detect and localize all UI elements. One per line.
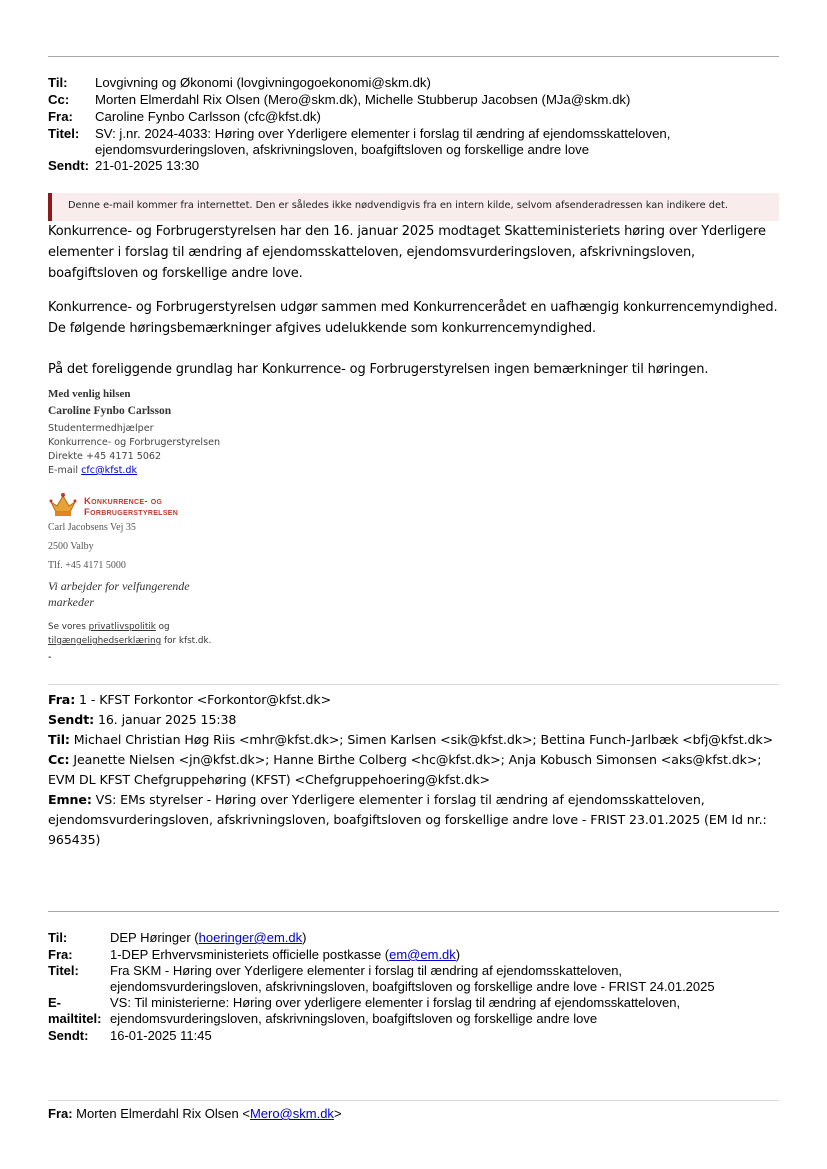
email2-sent-line	[48, 710, 783, 730]
email2-sent-label: Sendt:	[48, 712, 95, 727]
email2-header	[48, 690, 783, 850]
privacy-notice	[48, 620, 211, 648]
access-post: for kfst.dk.	[161, 636, 212, 646]
email3-title-label: Titel:	[48, 963, 79, 978]
privacy-link[interactable]: privatlivspolitik	[88, 622, 156, 632]
email4-from-post: >	[333, 1106, 342, 1121]
email4-from-line	[48, 1106, 342, 1121]
email3-emailtitle-label2: mailtitel:	[48, 1011, 102, 1026]
divider-3	[48, 911, 779, 912]
divider-2	[48, 684, 779, 685]
email2-subject-label: Emne:	[48, 792, 92, 807]
email3-emailtitle-line2: ejendomsvurderingsloven, afskrivningsloven, boafgiftsloven og forskellige andre love	[110, 1011, 598, 1026]
cc-label: Cc:	[48, 92, 70, 107]
email4-from-pre: Morten Elmerdahl Rix Olsen <	[72, 1106, 250, 1121]
email2-to-value: Michael Christian Høg Riis <mhr@kfst.dk>; Simen Karlsen <sik@kfst.dk>; Bettina Funch-Jarlbæk <bfj@kfst.dk>	[69, 732, 774, 747]
email3-emailtitle-label1: E-	[48, 995, 61, 1010]
from-value: Caroline Fynbo Carlsson (cfc@kfst.dk)	[95, 109, 321, 124]
email3-from-post: )	[455, 947, 461, 962]
divider-4	[48, 1100, 779, 1101]
logo-text-line1: Konkurrence- og	[84, 496, 163, 507]
signature-city: 2500 Valby	[48, 541, 94, 552]
signature-tlf: Tlf. +45 4171 5000	[48, 560, 126, 571]
email2-cc-value: Jeanette Nielsen <jn@kfst.dk>; Hanne Birthe Colberg <hc@kfst.dk>; Anja Kobusch Simonsen <aks@kfst.dk>; EVM DL KFST Chefgruppehøring (KFST) <Chefgruppehoering@kfst.dk>	[48, 752, 762, 787]
body-paragraph-2: Konkurrence- og Forbrugerstyrelsen udgør sammen med Konkurrencerådet en uafhængig konkurrencemyndighed. De følgende høringsbemærkninger afgives udelukkende som konkurrencemyndighed.	[48, 300, 778, 336]
signature-phone: Direkte +45 4171 5062	[48, 451, 162, 462]
motto-line1: Vi arbejder for velfungerende	[48, 579, 190, 593]
email2-from-value: 1 - KFST Forkontor <Forkontor@kfst.dk>	[75, 692, 332, 707]
email3-emailtitle-line1: VS: Til ministerierne: Høring over yderligere elementer i forslag til ændring af ejendomsskatteloven,	[110, 995, 681, 1010]
subject-value-line1: SV: j.nr. 2024-4033: Høring over Yderligere elementer i forslag til ændring af ejendomsskatteloven,	[95, 126, 671, 141]
from-label: Fra:	[48, 109, 73, 124]
sent-value: 21-01-2025 13:30	[95, 158, 200, 173]
email3-from-label: Fra:	[48, 947, 73, 962]
email4-from-link[interactable]: Mero@skm.dk	[249, 1106, 334, 1121]
subject-value-line2: ejendomsvurderingsloven, afskrivningsloven, boafgiftsloven og forskellige andre love	[95, 142, 590, 157]
email3-from-value	[110, 947, 460, 964]
signature-greeting: Med venlig hilsen	[48, 388, 131, 400]
signature-email-link[interactable]: cfc@kfst.dk	[81, 465, 138, 476]
signature-title: Studentermedhjælper	[48, 423, 154, 434]
motto-line2: markeder	[48, 595, 94, 609]
logo-text-line2: Forbrugerstyrelsen	[84, 507, 179, 518]
top-divider	[48, 56, 779, 57]
email2-from-line	[48, 690, 783, 710]
signature-name: Caroline Fynbo Carlsson	[48, 405, 172, 417]
email3-sent-value: 16-01-2025 11:45	[110, 1028, 212, 1043]
email3-sent-label: Sendt:	[48, 1028, 89, 1043]
email2-subject-value: VS: EMs styrelser - Høring over Yderligere elementer i forslag til ændring af ejendomsskatteloven, ejendomsvurderingsloven, afskrivningsloven, boafgiftsloven og forskellige andre love - FRIST 23.01.2025 (EM Id nr.: 965435)	[48, 792, 767, 847]
privacy-mid: og	[155, 622, 170, 632]
email4-from-label: Fra:	[48, 1106, 73, 1121]
sent-label: Sendt:	[48, 158, 90, 173]
email2-to-label: Til:	[48, 732, 70, 747]
privacy-line1	[48, 620, 211, 634]
privacy-line2	[48, 634, 211, 648]
email3-from-link[interactable]: em@em.dk	[389, 947, 456, 962]
signature-email-line	[48, 464, 137, 479]
email2-subject-line	[48, 790, 783, 850]
body-paragraph-3: På det foreliggende grundlag har Konkurrence- og Forbrugerstyrelsen ingen bemærkninger til høringen.	[48, 362, 709, 377]
to-label: Til:	[48, 75, 68, 90]
email3-from-pre: 1-DEP Erhvervsministeriets officielle postkasse (	[110, 947, 390, 962]
subject-label: Titel:	[48, 126, 80, 141]
to-value: Lovgivning og Økonomi (lovgivningogoekonomi@skm.dk)	[95, 75, 431, 90]
privacy-pre: Se vores	[48, 622, 89, 632]
email2-cc-line	[48, 750, 783, 790]
warning-text: Denne e-mail kommer fra internettet. Den er således ikke nødvendigvis fra en intern kilde, selvom afsenderadressen kan indikere det.	[68, 200, 728, 211]
crown-logo-icon	[48, 490, 78, 520]
signature-email-label: E-mail	[48, 465, 82, 476]
email3-title-line2: ejendomsvurderingsloven, afskrivningsloven, boafgiftsloven og forskellige andre love - FRIST 24.01.2025	[110, 979, 715, 994]
logo-text	[84, 496, 178, 518]
email2-sent-value: 16. januar 2025 15:38	[94, 712, 237, 727]
warning-bar	[48, 193, 52, 221]
signature-dash: -	[48, 652, 52, 663]
signature-address: Carl Jacobsens Vej 35	[48, 522, 136, 533]
email3-to-label: Til:	[48, 930, 68, 945]
signature-org: Konkurrence- og Forbrugerstyrelsen	[48, 437, 221, 448]
email3-to-pre: DEP Høringer (	[110, 930, 199, 945]
email3-title-line1: Fra SKM - Høring over Yderligere elementer i forslag til ændring af ejendomsskatteloven,	[110, 963, 623, 978]
email3-to-post: )	[302, 930, 307, 945]
email3-to-value	[110, 930, 307, 947]
cc-value: Morten Elmerdahl Rix Olsen (Mero@skm.dk), Michelle Stubberup Jacobsen (MJa@skm.dk)	[95, 92, 631, 107]
email2-to-line	[48, 730, 783, 750]
external-email-warning	[48, 193, 779, 221]
body-paragraph-1: Konkurrence- og Forbrugerstyrelsen har den 16. januar 2025 modtaget Skatteministeriets høring over Yderligere elementer i forslag til ændring af ejendomsskatteloven, ejendomsvurderingsloven, afskrivningsloven, boafgiftsloven og forskellige andre love.	[48, 224, 766, 281]
email2-from-label: Fra:	[48, 692, 76, 707]
signature-motto	[48, 578, 190, 610]
accessibility-link[interactable]: tilgængelighedserklæring	[48, 636, 162, 646]
email3-to-link[interactable]: hoeringer@em.dk	[198, 930, 303, 945]
email2-cc-label: Cc:	[48, 752, 70, 767]
